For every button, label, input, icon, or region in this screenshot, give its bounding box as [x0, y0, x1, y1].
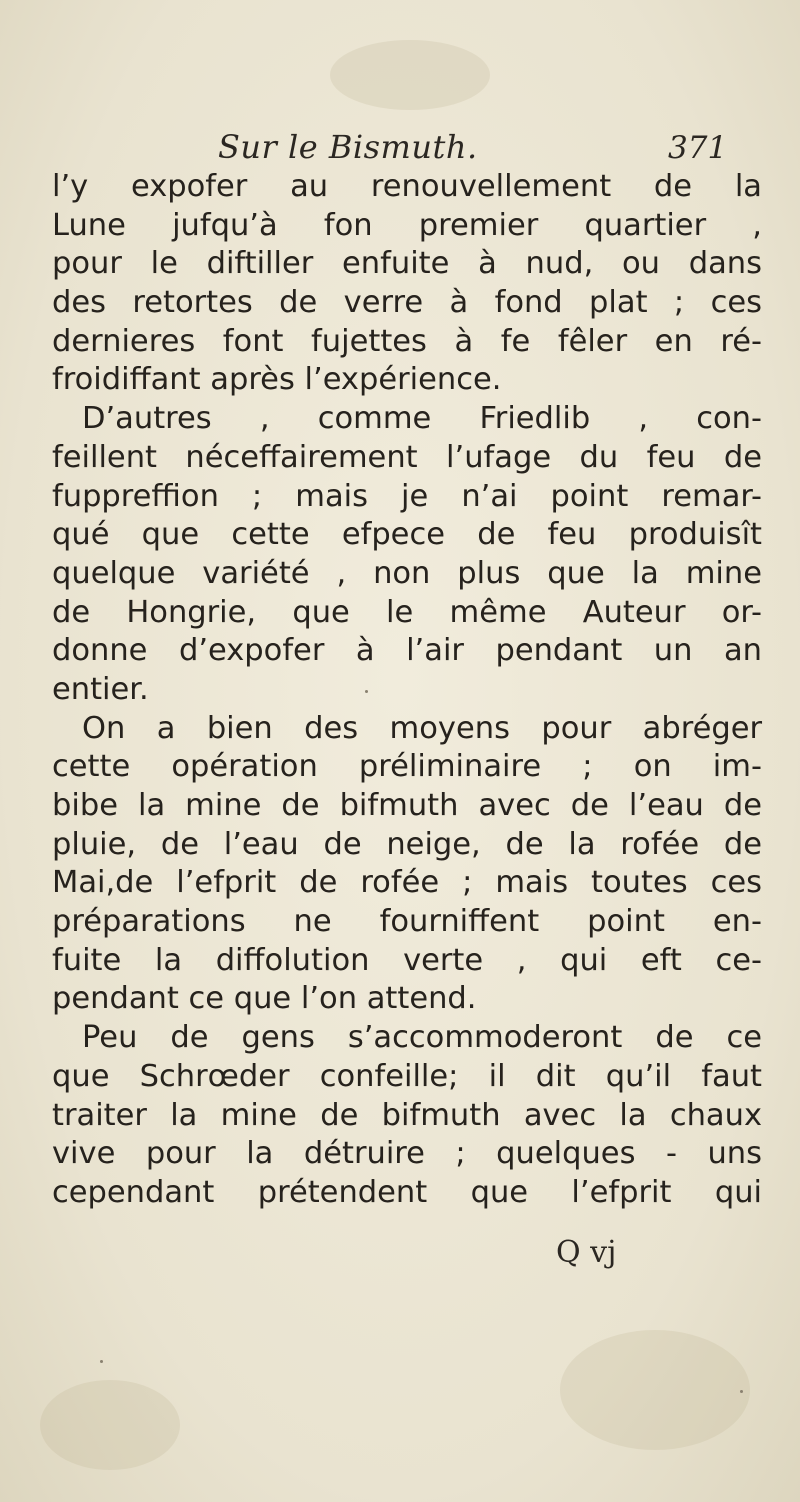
text-line: Mai,de l’efprit de rofée ; mais toutes ces [52, 865, 762, 901]
text-line: qué que cette efpece de feu produisît [52, 517, 762, 553]
paper-stain [330, 40, 490, 110]
body-text [52, 168, 762, 1213]
text-line: de Hongrie, que le même Auteur or- [52, 594, 762, 630]
text-line: donne d’expofer à l’air pendant un an [52, 633, 762, 669]
text-line: fuite la diffolution verte , qui eft ce- [52, 942, 762, 978]
text-line: préparations ne fourniffent point en- [52, 904, 762, 940]
text-line: Peu de gens s’accommoderont de ce [82, 1020, 762, 1056]
text-line: vive pour la détruire ; quelques - uns [52, 1136, 762, 1172]
signature-mark: Q vj [556, 1235, 617, 1270]
text-line: l’y expofer au renouvellement de la [52, 169, 762, 204]
text-line: pour le diftiller enfuite à nud, ou dans [52, 246, 762, 282]
paper-stain [40, 1380, 180, 1470]
text-line: entier. [52, 671, 149, 707]
text-line: cependant prétendent que l’efprit qui [52, 1174, 762, 1210]
text-line: traiter la mine de bifmuth avec la chaux [52, 1097, 762, 1133]
page-number: 371 [668, 130, 728, 166]
paper-speck [100, 1360, 103, 1363]
text-line: dernieres font fujettes à fe fêler en ré- [52, 323, 762, 359]
page-header [0, 128, 800, 168]
text-line: des retortes de verre à fond plat ; ces [52, 285, 762, 321]
text-line: cette opération préliminaire ; on im- [52, 749, 762, 785]
text-line: pluie, de l’eau de neige, de la rofée de [52, 826, 762, 862]
text-line: froidiffant après l’expérience. [52, 362, 502, 398]
text-line: que Schrœder confeille; il dit qu’il faut [52, 1058, 762, 1094]
text-line: feillent néceffairement l’ufage du feu de [52, 439, 762, 475]
text-line: bibe la mine de bifmuth avec de l’eau de [52, 788, 762, 823]
text-line: Lune jufqu’à fon premier quartier , [52, 207, 762, 243]
text-line: D’autres , comme Friedlib , con- [82, 401, 762, 437]
running-title: Sur le Bismuth. [218, 128, 478, 166]
paper-speck [740, 1390, 743, 1393]
paper-stain [560, 1330, 750, 1450]
text-line: quelque variété , non plus que la mine [52, 555, 762, 591]
text-line: pendant ce que l’on attend. [52, 981, 477, 1017]
text-line: fuppreffion ; mais je n’ai point remar- [52, 478, 762, 514]
text-line: On a bien des moyens pour abréger [82, 710, 762, 746]
